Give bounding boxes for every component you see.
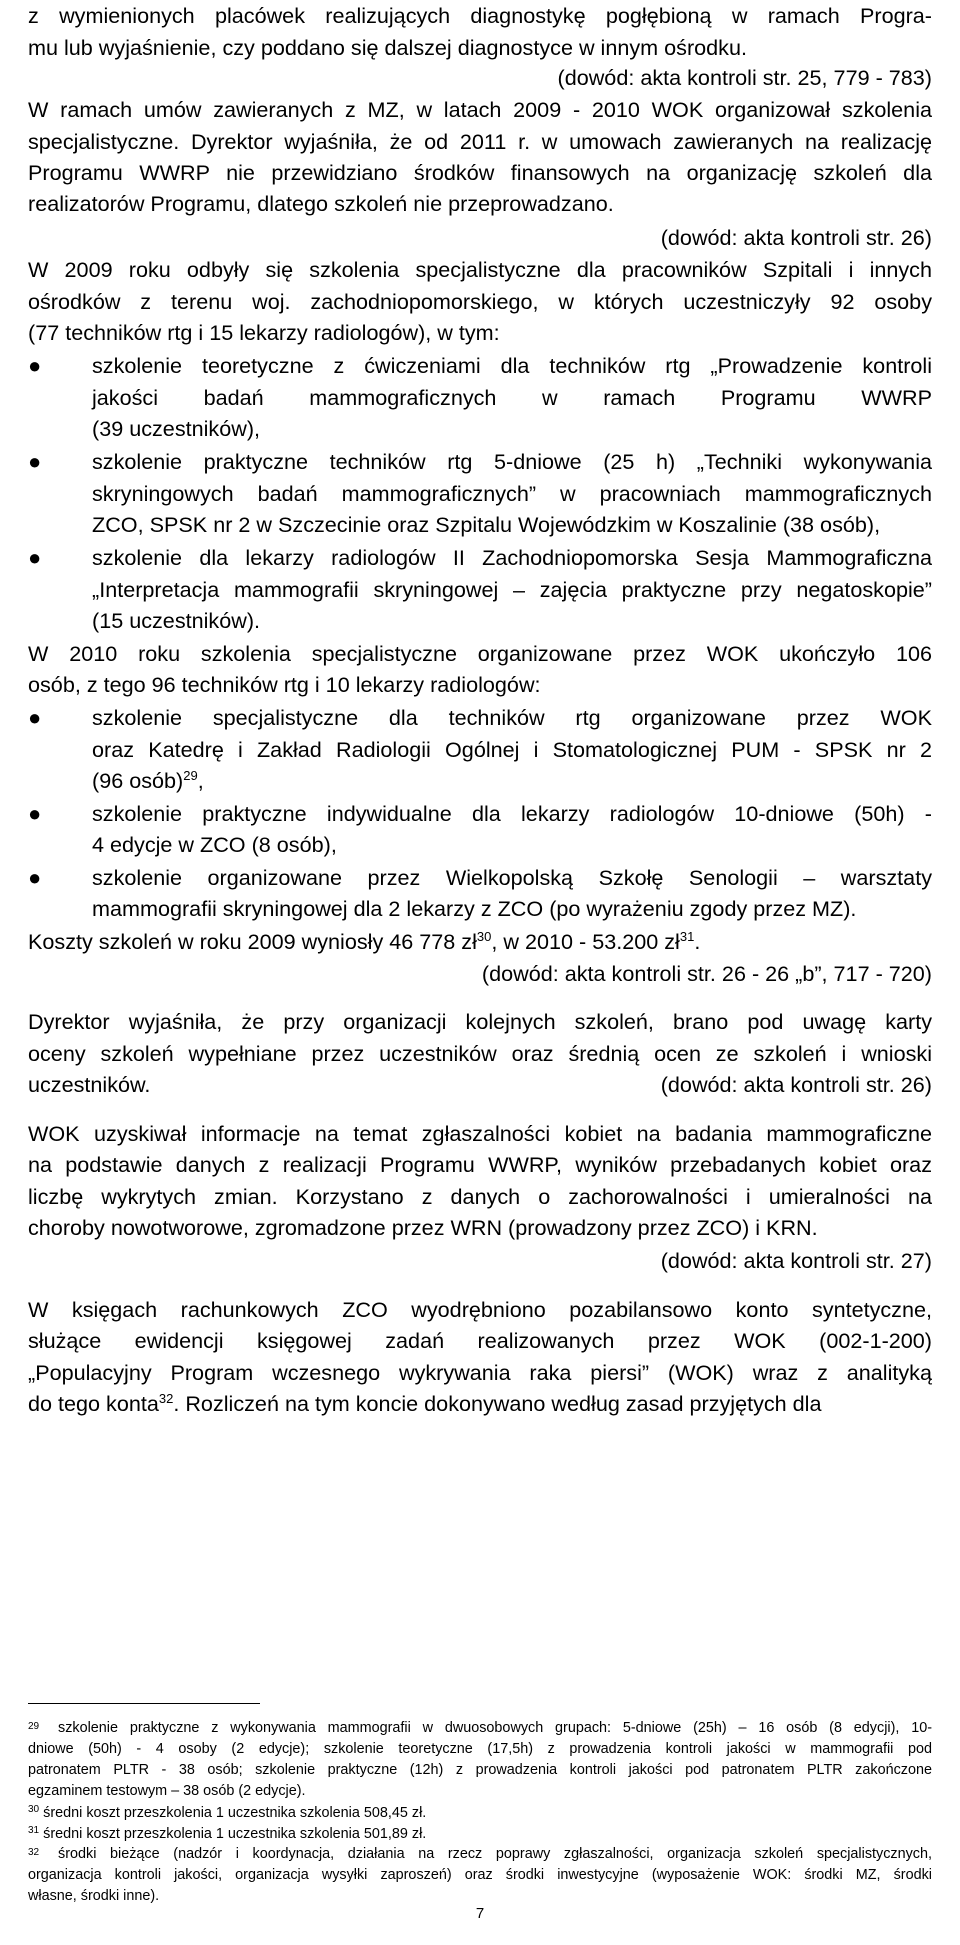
paragraph-line: uczestników. [28, 1072, 151, 1097]
list-item-line: (15 uczestników). [92, 608, 261, 633]
bullet-icon: ● [28, 801, 42, 826]
bullet-icon: ● [28, 705, 42, 730]
footnote-30: $^{30}$ średni koszt przeszkolenia 1 uczestnika szkolenia 508,45 zł. [28, 1804, 427, 1821]
evidence-reference: (dowód: akta kontroli str. 25, 779 - 783) [557, 65, 932, 90]
footnote-line: egzaminem testowym – 38 osób (2 edycje). [28, 1783, 306, 1799]
footnote-ref: 30 [476, 929, 492, 944]
paragraph-line: W 2010 roku szkolenia specjalistyczne organizowane przez WOK ukończyło 106 [28, 641, 932, 666]
footnote-line: szkolenie praktyczne z wykonywania mammografii w dwuosobowych grupach: 5-dniowe (25h) – 16 osób (8 edycji), 10- [58, 1720, 932, 1736]
footnote-separator [28, 1703, 260, 1704]
list-item-line: szkolenie praktyczne techników rtg 5-dniowe (25 h) „Techniki wykonywania [92, 449, 932, 474]
paragraph-line: do tego konta$^{32}$. Rozliczeń na tym koncie dokonywano według zasad przyjętych dla [28, 1391, 822, 1416]
list-item-line: skryningowych badań mammograficznych” w pracowniach mammograficznych [92, 481, 932, 506]
paragraph-line: W 2009 roku odbyły się szkolenia specjalistyczne dla pracowników Szpitali i innych [28, 257, 932, 282]
list-item-line: szkolenie praktyczne indywidualne dla lekarzy radiologów 10-dniowe (50h) - [92, 801, 932, 826]
paragraph-line: na podstawie danych z realizacji Programu WWRP, wyników przebadanych kobiet oraz [28, 1152, 932, 1177]
footnote-ref: 32 [158, 1391, 174, 1406]
paragraph-line: „Populacyjny Program wczesnego wykrywania raka piersi” (WOK) wraz z analityką [28, 1360, 932, 1385]
paragraph-line: W księgach rachunkowych ZCO wyodrębniono pozabilansowo konto syntetyczne, [28, 1297, 932, 1322]
paragraph-line: Dyrektor wyjaśniła, że przy organizacji kolejnych szkoleń, brano pod uwagę karty [28, 1009, 932, 1034]
bullet-icon: ● [28, 353, 42, 378]
list-item-line: oraz Katedrę i Zakład Radiologii Ogólnej i Stomatologicznej PUM - SPSK nr 2 [92, 737, 932, 762]
body-line: realizatorów Programu, dlatego szkoleń nie przeprowadzano. [28, 191, 614, 216]
evidence-reference: (dowód: akta kontroli str. 27) [660, 1248, 932, 1273]
paragraph-line: liczbę wykrytych zmian. Korzystano z danych o zachorowalności i umieralności na [28, 1184, 932, 1209]
list-item-line: jakości badań mammograficznych w ramach Programu WWRP [92, 385, 932, 410]
list-item-line: mammografii skryningowej dla 2 lekarzy z ZCO (po wyrażeniu zgody przez MZ). [92, 896, 857, 921]
paragraph-line: choroby nowotworowe, zgromadzone przez WRN (prowadzony przez ZCO) i KRN. [28, 1215, 818, 1240]
list-item-line: (39 uczestników), [92, 416, 261, 441]
paragraph-line: WOK uzyskiwał informacje na temat zgłaszalności kobiet na badania mammograficzne [28, 1121, 932, 1146]
footnote-ref: 31 [679, 929, 695, 944]
list-item-line: 4 edycje w ZCO (8 osób), [92, 832, 337, 857]
footnote-number: 32 [28, 1847, 40, 1858]
list-item-line: szkolenie specjalistyczne dla techników rtg organizowane przez WOK [92, 705, 932, 730]
evidence-reference: (dowód: akta kontroli str. 26 - 26 „b”, 717 - 720) [481, 961, 932, 986]
paragraph-line: (77 techników rtg i 15 lekarzy radiologów), w tym: [28, 320, 500, 345]
footnote-number: 29 [28, 1721, 40, 1732]
bullet-icon: ● [28, 449, 42, 474]
list-item-line: szkolenie teoretyczne z ćwiczeniami dla techników rtg „Prowadzenie kontroli [92, 353, 932, 378]
evidence-reference: (dowód: akta kontroli str. 26) [660, 225, 932, 250]
page-number: 7 [475, 1905, 485, 1922]
list-item-line: „Interpretacja mammografii skryningowej – zajęcia praktyczne przy negatoskopie” [92, 577, 932, 602]
list-item-line: szkolenie organizowane przez Wielkopolską Szkołę Senologii – warsztaty [92, 865, 932, 890]
list-item-line: ZCO, SPSK nr 2 w Szczecinie oraz Szpitalu Wojewódzkim w Koszalinie (38 osób), [92, 512, 881, 537]
body-line: W ramach umów zawieranych z MZ, w latach 2009 - 2010 WOK organizował szkolenia [28, 97, 932, 122]
footnote-line: dniowe (50h) - 4 osoby (2 edycje); szkolenie teoretyczne (17,5h) z prowadzenia kontroli jakości w mammografii pod [28, 1741, 932, 1757]
footnote-line: patronatem PLTR - 38 osób; szkolenie praktyczne (12h) z prowadzenia kontroli jakości pod patronatem PLTR zakończone [28, 1762, 932, 1778]
list-item-line: szkolenie dla lekarzy radiologów II Zachodniopomorska Sesja Mammograficzna [92, 545, 932, 570]
bullet-icon: ● [28, 545, 42, 570]
list-item-line: (96 osób)$^{29}$, [92, 768, 204, 793]
bullet-icon: ● [28, 865, 42, 890]
footnote-line: organizacja kontroli jakości, organizacja wysyłki zaproszeń) oraz środki inwestycyjne (wyposażenie WOK: środki MZ, środki [28, 1867, 932, 1883]
footnote-line: własne, środki inne). [28, 1888, 160, 1904]
paragraph-line: oceny szkoleń wypełniane przez uczestników oraz średnią ocen ze szkoleń i wnioski [28, 1041, 932, 1066]
costs-line: Koszty szkoleń w roku 2009 wyniosły 46 778 $zł^{30}$, w 2010 - 53.200 $zł^{31}$. [28, 929, 701, 954]
footnote-line: środki bieżące (nadzór i koordynacja, działania na rzecz poprawy zgłaszalności, organizacja szkoleń specjalistycznych, [58, 1846, 932, 1862]
evidence-reference: (dowód: akta kontroli str. 26) [660, 1072, 932, 1097]
body-line: mu lub wyjaśnienie, czy poddano się dalszej diagnostyce w innym ośrodku. [28, 35, 747, 60]
paragraph-line: służące ewidencji księgowej zadań realizowanych przez WOK (002-1-200) [28, 1328, 932, 1353]
paragraph-line: osób, z tego 96 techników rtg i 10 lekarzy radiologów: [28, 672, 541, 697]
footnote-31: $^{31}$ średni koszt przeszkolenia 1 uczestnika szkolenia 501,89 zł. [28, 1825, 427, 1842]
paragraph-line: ośrodków z terenu woj. zachodniopomorskiego, w których uczestniczyły 92 osoby [28, 289, 932, 314]
body-line: Programu WWRP nie przewidziano środków finansowych na organizację szkoleń dla [28, 160, 932, 185]
body-line: specjalistyczne. Dyrektor wyjaśniła, że od 2011 r. w umowach zawieranych na realizację [28, 129, 932, 154]
body-line: z wymienionych placówek realizujących diagnostykę pogłębioną w ramach Progra- [28, 3, 932, 28]
footnote-ref: 29 [183, 768, 198, 783]
